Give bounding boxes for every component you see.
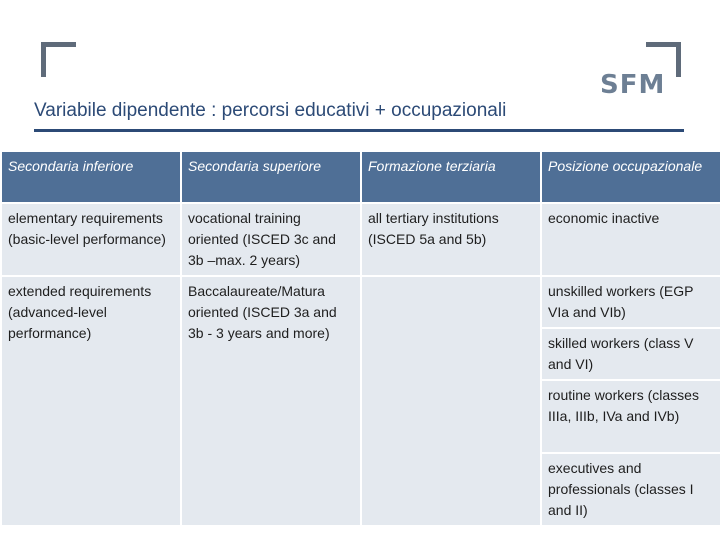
cell-tertiary-institutions: all tertiary institutions (ISCED 5a and 5b) bbox=[362, 204, 540, 275]
slide-title: Variabile dipendente : percorsi educativi + occupazionali bbox=[34, 100, 507, 121]
cell-executives-professionals: executives and professionals (classes I and II) bbox=[542, 454, 720, 525]
cell-elementary-requirements: elementary requirements (basic-level performance) bbox=[2, 204, 180, 275]
sfm-logo: SFM bbox=[600, 70, 666, 100]
cell-empty-terziaria bbox=[362, 277, 540, 525]
table-row bbox=[2, 277, 720, 327]
corner-bracket-left bbox=[41, 42, 76, 77]
header-secondaria-inferiore: Secondaria inferiore bbox=[2, 152, 180, 202]
header-formazione-terziaria: Formazione terziaria bbox=[362, 152, 540, 202]
pathways-table bbox=[0, 150, 720, 527]
cell-unskilled-workers: unskilled workers (EGP VIa and VIb) bbox=[542, 277, 720, 327]
title-underline bbox=[34, 129, 684, 132]
cell-vocational-training: vocational training oriented (ISCED 3c and 3b –max. 2 years) bbox=[182, 204, 360, 275]
cell-skilled-workers: skilled workers (class V and VI) bbox=[542, 329, 720, 379]
header-row bbox=[2, 152, 720, 202]
cell-extended-requirements: extended requirements (advanced-level performance) bbox=[2, 277, 180, 525]
cell-routine-workers: routine workers (classes IIIa, IIIb, IVa and IVb) bbox=[542, 381, 720, 452]
cell-baccalaureate: Baccalaureate/Matura oriented (ISCED 3a and 3b - 3 years and more) bbox=[182, 277, 360, 525]
table-row bbox=[2, 204, 720, 275]
cell-economic-inactive: economic inactive bbox=[542, 204, 720, 275]
header-posizione-occupazionale: Posizione occupazionale bbox=[542, 152, 720, 202]
header-secondaria-superiore: Secondaria superiore bbox=[182, 152, 360, 202]
